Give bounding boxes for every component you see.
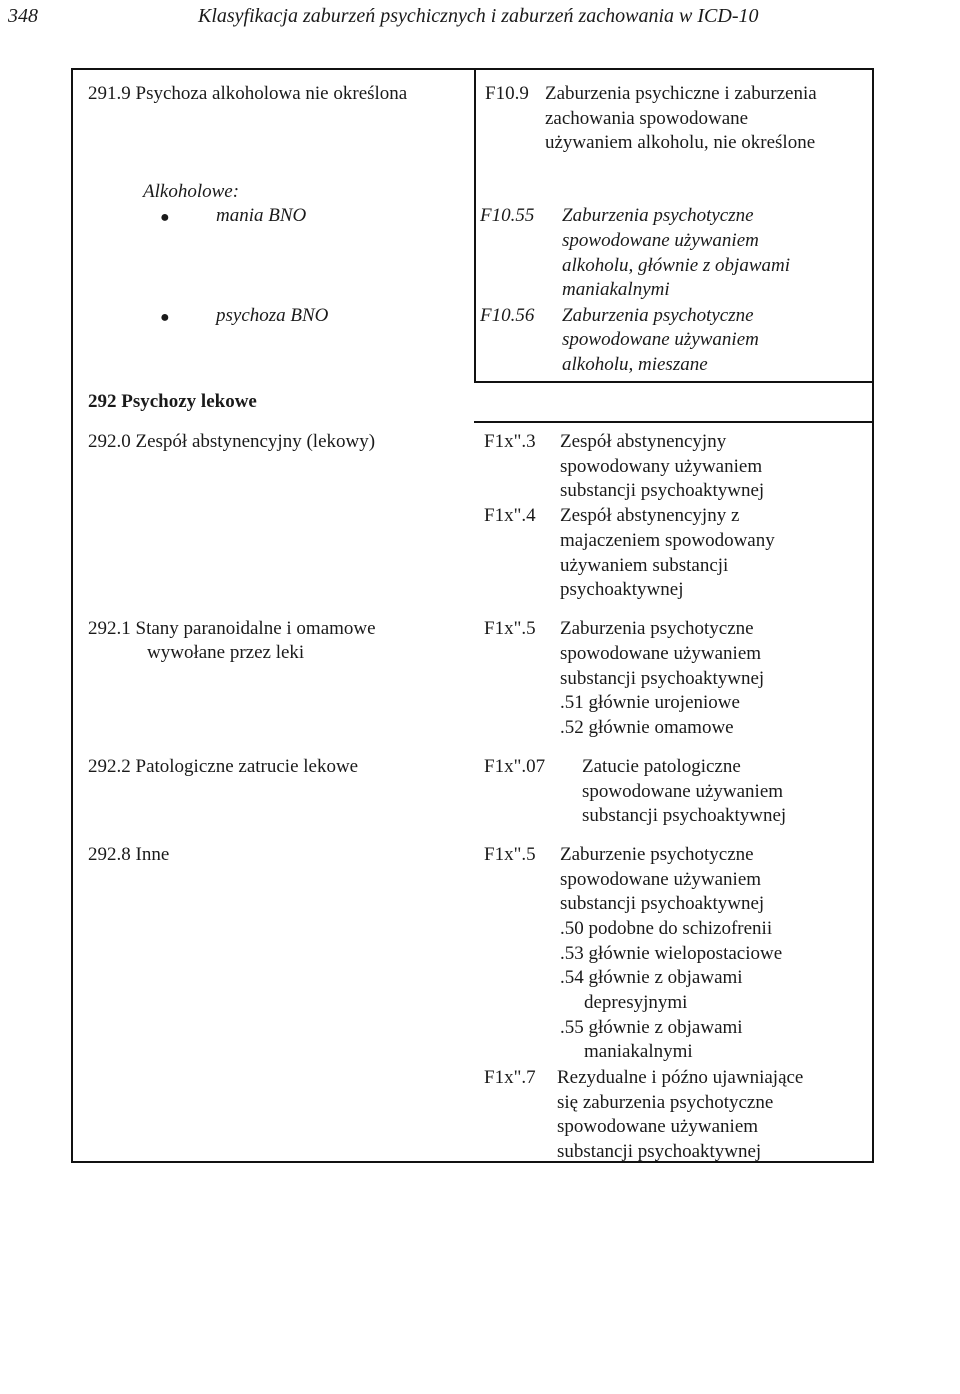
desc-f10-9-l3: używaniem alkoholu, nie określone [545, 132, 816, 153]
desc-f1x-3-l1: Zespół abstynencyjny [560, 431, 727, 452]
code-f1x-5a: F1x".5 [484, 618, 536, 639]
desc-f1x-4-l3: używaniem substancji [560, 555, 729, 576]
alcohol-item-mania: mania BNO [216, 205, 307, 226]
sub-f1x-54-cont: depresyjnymi [584, 992, 688, 1013]
desc-f1x-7-l1: Rezydualne i późno ujawniające [557, 1067, 804, 1088]
code-f1x-3: F1x".3 [484, 431, 536, 452]
code-f1x-4: F1x".4 [484, 505, 536, 526]
desc-f1x-4-l4: psychoaktywnej [560, 579, 684, 600]
alcohol-heading: Alkoholowe: [143, 181, 240, 202]
desc-f10-56-l2: spowodowane używaniem [562, 329, 759, 350]
entry-292-0: 292.0 Zespół abstynencyjny (lekowy) [88, 431, 376, 452]
desc-f10-55-l1: Zaburzenia psychotyczne [562, 205, 754, 226]
entry-292-8: 292.8 Inne [88, 844, 170, 865]
bullet-icon: ● [160, 309, 170, 326]
desc-f1x-5b-l1: Zaburzenie psychotyczne [560, 844, 754, 865]
desc-f1x-5a-l2: spowodowane używaniem [560, 643, 762, 664]
desc-f1x-3-l3: substancji psychoaktywnej [560, 480, 765, 501]
code-f10-56: F10.56 [480, 305, 535, 326]
desc-f1x-5b-l3: substancji psychoaktywnej [560, 893, 765, 914]
desc-f1x-5b-l2: spowodowane używaniem [560, 869, 762, 890]
sub-f1x-52: .52 głównie omamowe [560, 717, 734, 738]
entry-292-1-line2: wywołane przez leki [147, 642, 305, 663]
bullet-icon: ● [160, 209, 170, 226]
running-title: Klasyfikacja zaburzeń psychicznych i zaburzeń zachowania w ICD-10 [198, 5, 759, 27]
sub-f1x-51: .51 głównie urojeniowe [560, 692, 740, 713]
desc-f1x-4-l1: Zespół abstynencyjny z [560, 505, 740, 526]
code-f10-9: F10.9 [485, 83, 529, 104]
desc-f1x-07-l2: spowodowane używaniem [582, 781, 784, 802]
sub-f1x-50: .50 podobne do schizofrenii [560, 918, 773, 939]
code-f1x-07: F1x".07 [484, 756, 546, 777]
code-f10-55: F10.55 [480, 205, 535, 226]
sub-f1x-53: .53 głównie wielopostaciowe [560, 943, 783, 964]
desc-f1x-5a-l3: substancji psychoaktywnej [560, 668, 765, 689]
desc-f10-55-l2: spowodowane używaniem [562, 230, 759, 251]
desc-f1x-07-l1: Zatucie patologiczne [582, 756, 741, 777]
entry-292-1-line1: 292.1 Stany paranoidalne i omamowe [88, 618, 376, 639]
page-number: 348 [8, 5, 38, 27]
desc-f10-55-l3: alkoholu, głównie z objawami [562, 255, 790, 276]
entry-292-2: 292.2 Patologiczne zatrucie lekowe [88, 756, 359, 777]
alcohol-item-psychoza: psychoza BNO [216, 305, 329, 326]
group-292-heading: 292 Psychozy lekowe [88, 391, 257, 412]
row-divider-2 [474, 421, 874, 423]
sub-f1x-55: .55 głównie z objawami [560, 1017, 743, 1038]
desc-f1x-3-l2: spowodowany używaniem [560, 456, 763, 477]
sub-f1x-55-cont: maniakalnymi [584, 1041, 693, 1062]
desc-f10-9-l1: Zaburzenia psychiczne i zaburzenia [545, 83, 817, 104]
desc-f1x-4-l2: majaczeniem spowodowany [560, 530, 775, 551]
desc-f1x-7-l3: spowodowane używaniem [557, 1116, 759, 1137]
desc-f10-56-l3: alkoholu, mieszane [562, 354, 708, 375]
row-divider [474, 381, 874, 383]
desc-f10-9-l2: zachowania spowodowane [545, 108, 749, 129]
desc-f1x-5a-l1: Zaburzenia psychotyczne [560, 618, 754, 639]
desc-f1x-7-l2: się zaburzenia psychotyczne [557, 1092, 774, 1113]
desc-f1x-07-l3: substancji psychoaktywnej [582, 805, 787, 826]
sub-f1x-54: .54 głównie z objawami [560, 967, 743, 988]
desc-f10-55-l4: maniakalnymi [562, 279, 670, 300]
desc-f10-56-l1: Zaburzenia psychotyczne [562, 305, 754, 326]
code-f1x-7: F1x".7 [484, 1067, 536, 1088]
column-divider [474, 68, 476, 383]
entry-291-9: 291.9 Psychoza alkoholowa nie określona [88, 83, 408, 104]
desc-f1x-7-l4: substancji psychoaktywnej [557, 1141, 762, 1162]
code-f1x-5b: F1x".5 [484, 844, 536, 865]
